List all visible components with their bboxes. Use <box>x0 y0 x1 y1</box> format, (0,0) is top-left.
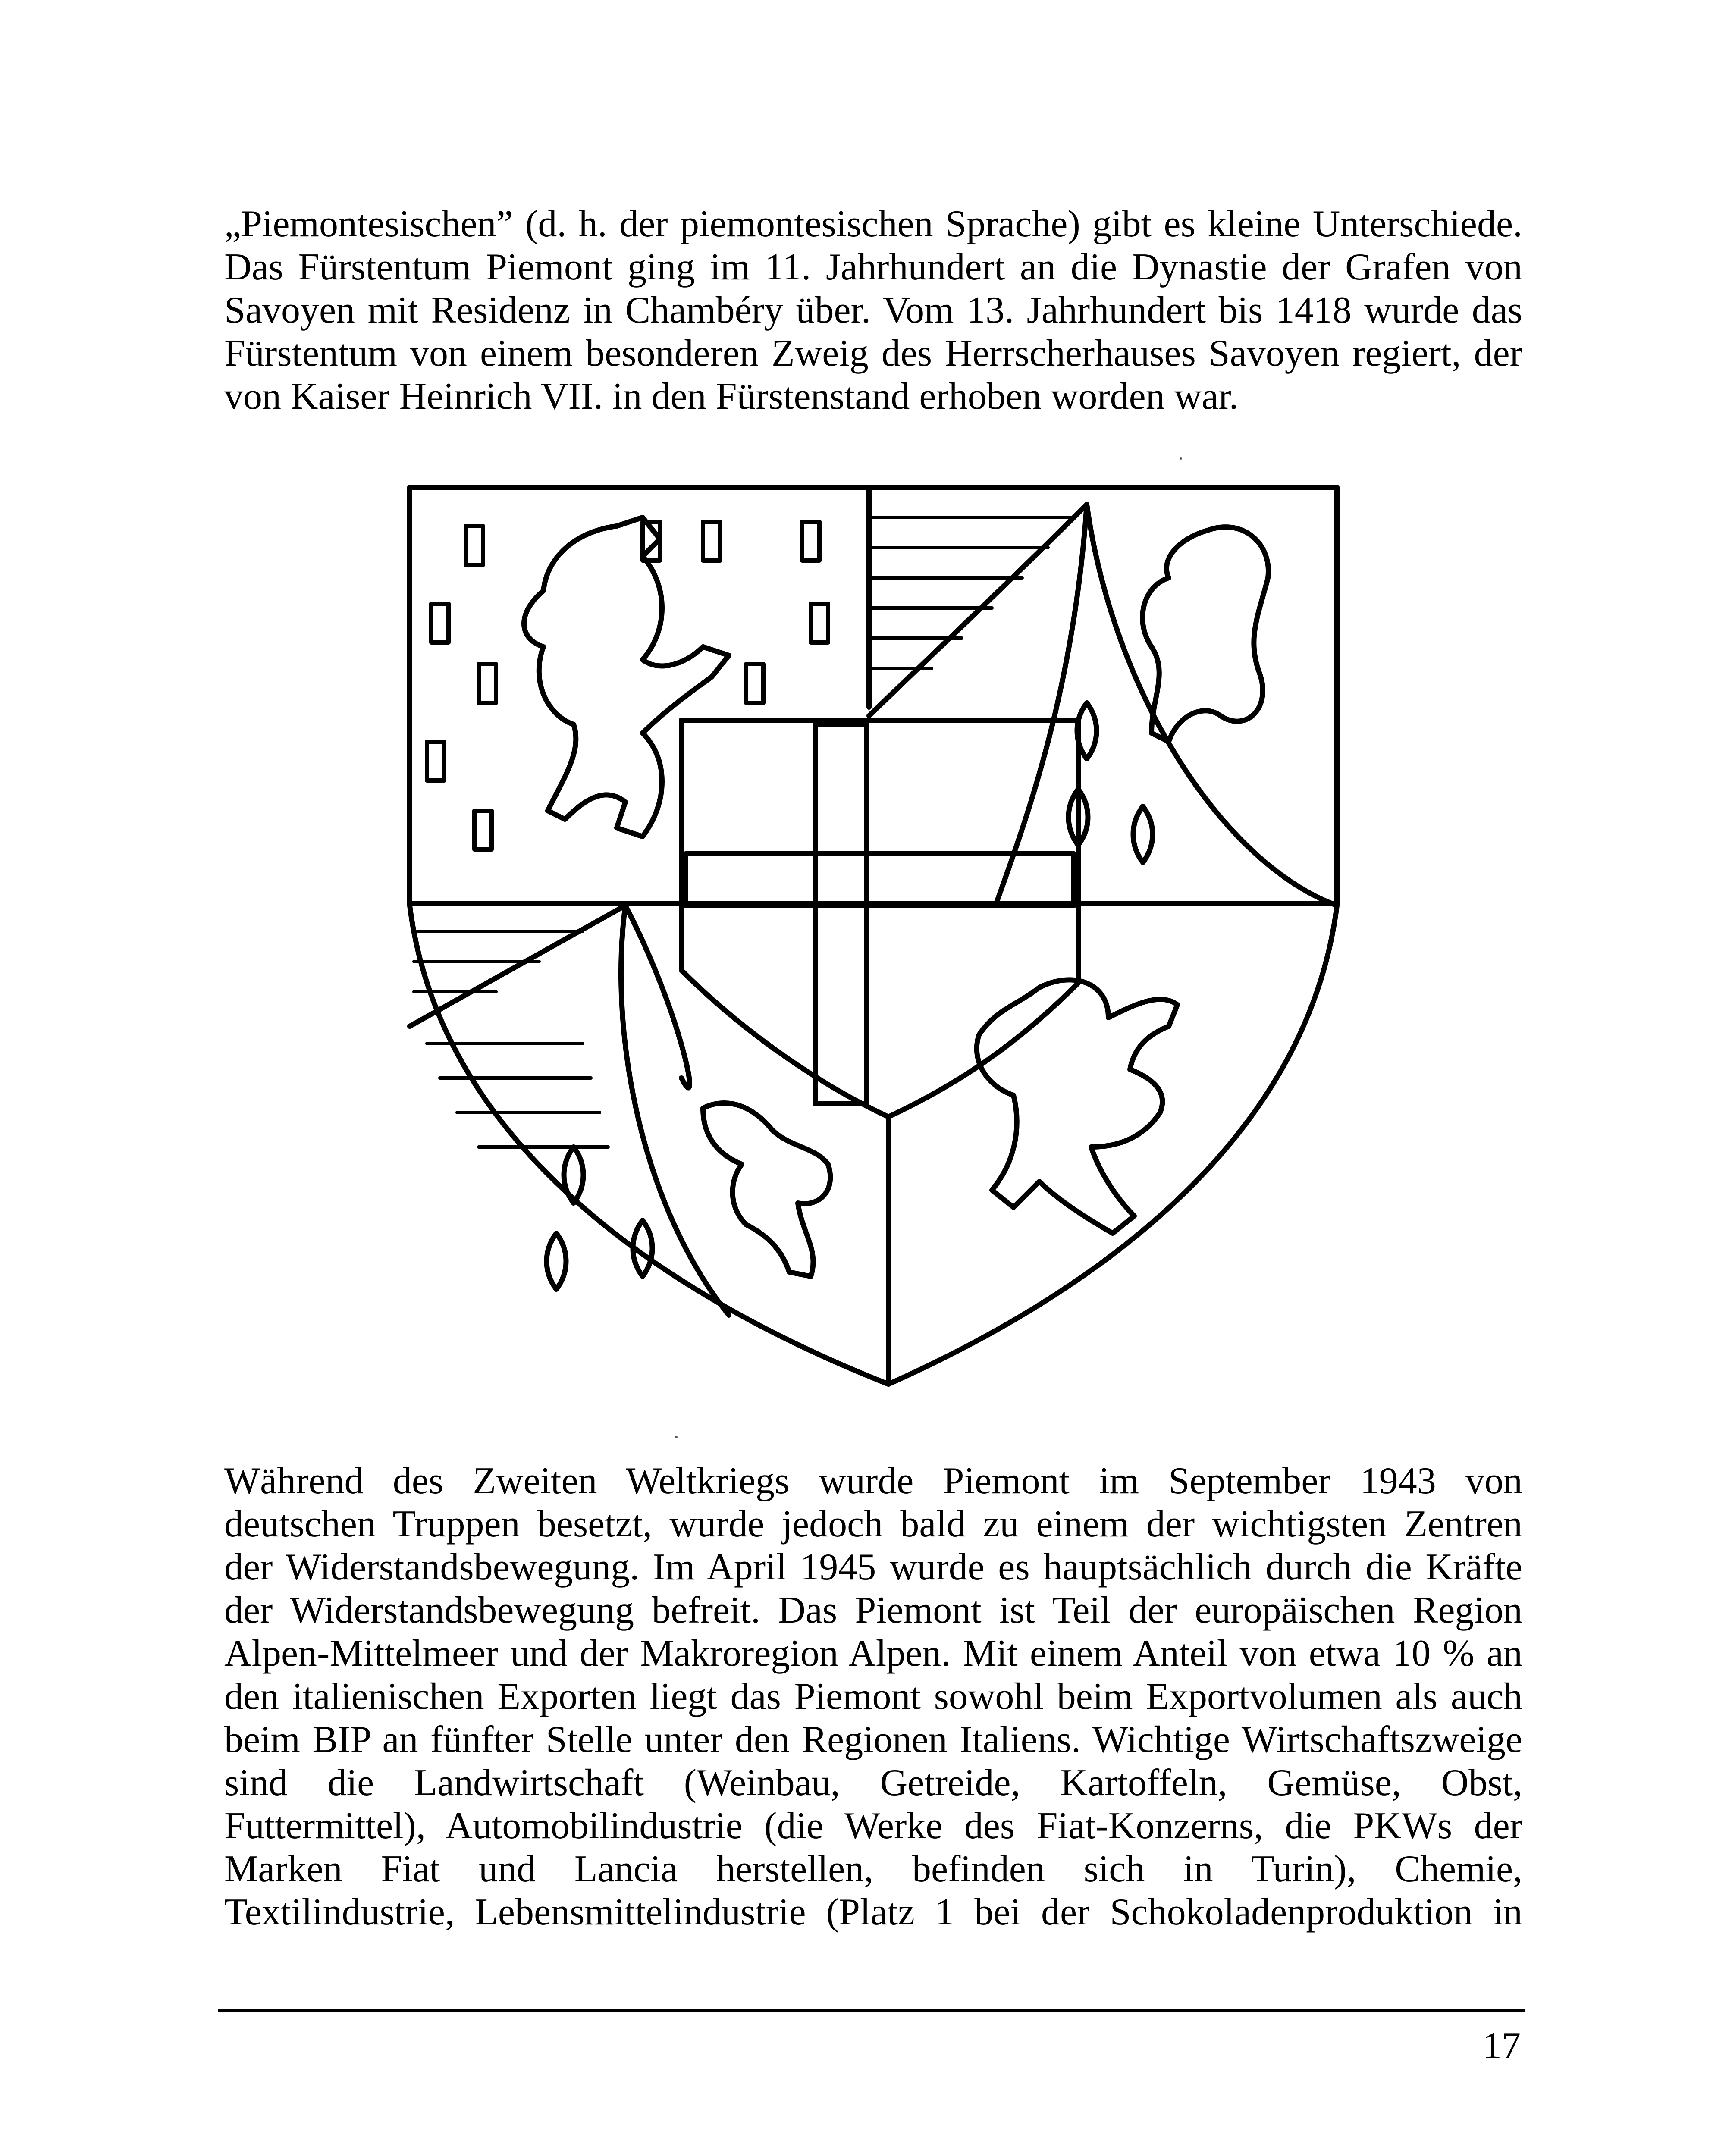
text-line: deutschen Truppen besetzt, wurde jedoch bald zu einem der wichtigsten Zentren <box>224 1503 1522 1545</box>
text-line: Fürstentum von einem besonderen Zweig des Herrscherhauses Savoyen regiert, der <box>224 332 1522 374</box>
text-line: der Widerstandsbewegung. Im April 1945 wurde es hauptsächlich durch die Kräfte <box>224 1546 1522 1588</box>
nettle-leaf-icon <box>1133 806 1153 862</box>
footer-rule <box>218 2009 1525 2012</box>
text-line: Das Fürstentum Piemont ging im 11. Jahrhundert an die Dynastie der Grafen von <box>224 246 1522 288</box>
lion-rampant-icon <box>524 517 729 837</box>
text-line: „Piemontesischen” (d. h. der piemontesischen Sprache) gibt es kleine Unterschiede. <box>224 203 1522 245</box>
central-escutcheon <box>681 720 1078 1117</box>
paragraph-bottom <box>224 1460 1522 1934</box>
text-line: Savoyen mit Residenz in Chambéry über. Vom 13. Jahrhundert bis 1418 wurde das <box>224 289 1522 331</box>
coat-of-arms-figure <box>401 474 1350 1401</box>
text-line: Marken Fiat und Lancia herstellen, befinden sich in Turin), Chemie, <box>224 1848 1522 1890</box>
text-line: Futtermittel), Automobilindustrie (die Werke des Fiat-Konzerns, die PKWs der <box>224 1805 1522 1847</box>
paragraph-top <box>224 203 1522 418</box>
text-line: von Kaiser Heinrich VII. in den Fürstenstand erhoben worden war. <box>224 376 1239 417</box>
text-line: Textilindustrie, Lebensmittelindustrie (Platz 1 bei der Schokoladenproduktion in <box>224 1891 1522 1933</box>
text-line: Alpen-Mittelmeer und der Makroregion Alpen. Mit einem Anteil von etwa 10 % an <box>224 1633 1522 1674</box>
text-line: sind die Landwirtschaft (Weinbau, Getreide, Kartoffeln, Gemüse, Obst, <box>224 1762 1522 1804</box>
page-number: 17 <box>1483 2025 1521 2067</box>
nettle-leaf-icon <box>564 1147 584 1203</box>
text-line: beim BIP an fünfter Stelle unter den Regionen Italiens. Wichtige Wirtschaftszweige <box>224 1719 1522 1761</box>
lion-rampant-icon <box>977 980 1177 1233</box>
speck <box>675 1436 678 1438</box>
speck <box>1180 457 1182 460</box>
nettle-leaf-icon <box>547 1233 566 1289</box>
text-line: den italienischen Exporten liegt das Piemont sowohl beim Exportvolumen als auch <box>224 1676 1522 1717</box>
horse-rampant-icon <box>1142 527 1268 742</box>
horse-rampant-icon <box>703 1103 830 1276</box>
text-line: der Widerstandsbewegung befreit. Das Piemont ist Teil der europäischen Region <box>224 1589 1522 1631</box>
text-line: Während des Zweiten Weltkriegs wurde Piemont im September 1943 von <box>224 1460 1522 1502</box>
